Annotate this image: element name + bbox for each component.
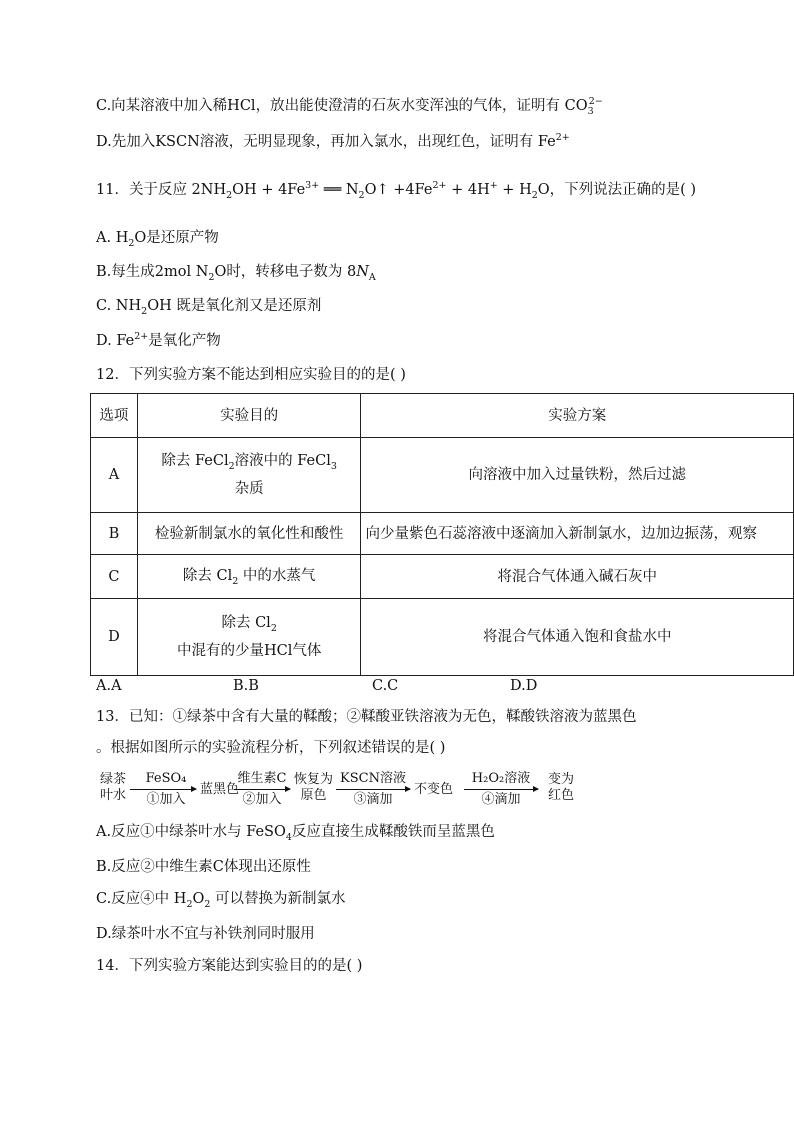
question-11-option-b: B.每生成2mol $N_2O$时，转移电子数为 $8N_A$ <box>96 264 376 283</box>
question-12-option-d: D.D <box>510 678 538 694</box>
question-11-stem: 11．关于反应 $2NH_2OH + 4Fe^{3+}$ ══ $N_2O↑ +4Fe^{2+} + 4H^+ + H_2O$，下列说法正确的是( ) <box>96 180 697 201</box>
question-13-stem-line1: 13．已知：①绿茶中含有大量的鞣酸；②鞣酸亚铁溶液为无色，鞣酸铁溶液为蓝黑色 <box>96 709 637 725</box>
experiment-flow-diagram <box>96 770 576 810</box>
row-option: B <box>91 513 138 555</box>
flow-arrow-2 <box>234 789 290 790</box>
header-plan: 实验方案 <box>361 394 794 438</box>
table-row <box>91 555 794 599</box>
table-row <box>91 438 794 513</box>
table-row <box>91 599 794 676</box>
flow-arrow-3 <box>336 789 410 790</box>
row-plan: 向少量紫色石蕊溶液中逐滴加入新制氯水，边加边振荡，观察 <box>361 513 794 555</box>
question-13-option-b: B.反应②中维生素C体现出还原性 <box>96 859 311 875</box>
flow-result-2: 恢复为 原色 <box>294 772 334 803</box>
flow-result-3: 不变色 <box>414 782 454 797</box>
question-13-option-d: D.绿茶叶水不宜与补铁剂同时服用 <box>96 926 315 942</box>
flow-step2-action: ②加入 <box>242 792 282 807</box>
flow-step2-reagent: 维生素C <box>237 771 287 786</box>
question-13-stem-line2: 。根据如图所示的实验流程分析，下列叙述错误的是( ) <box>96 740 446 756</box>
option-c-carbonate: C.向某溶液中加入稀HCl，放出能使澄清的石灰水变浑浊的气体，证明有 $CO_3^{2-}$ <box>96 96 603 117</box>
question-11-option-c: C. $NH_2OH$ 既是氧化剂又是还原剂 <box>96 298 322 317</box>
question-11-option-d: D. $Fe^{2+}$是氧化产物 <box>96 331 221 349</box>
option-d-iron: D.先加入KSCN溶液，无明显现象，再加入氯水，出现红色，证明有 $Fe^{2+}$ <box>96 132 570 150</box>
flow-step4-action: ④滴加 <box>481 792 521 807</box>
experiment-table <box>90 393 794 676</box>
table-header-row <box>91 394 794 438</box>
flow-step4-reagent: H₂O₂溶液 <box>471 771 531 786</box>
flow-result-1: 蓝黑色 <box>200 782 240 797</box>
row-goal: 检验新制氯水的氧化性和酸性 <box>137 513 361 555</box>
flow-start-label: 绿茶 叶水 <box>100 772 127 803</box>
row-option: D <box>91 599 138 676</box>
question-12-option-c: C.C <box>372 678 399 694</box>
row-goal: 除去 $Cl_2$ 中的水蒸气 <box>137 555 361 599</box>
row-goal: 除去 $Cl_2$ 中混有的少量HCl气体 <box>137 599 361 676</box>
flow-step1-action: ①加入 <box>146 792 186 807</box>
flow-arrow-1 <box>130 789 196 790</box>
question-13-option-c: C.反应④中 $H_2O_2$ 可以替换为新制氯水 <box>96 891 346 910</box>
header-option: 选项 <box>91 394 138 438</box>
question-11-option-a: A. $H_2O$是还原产物 <box>96 230 219 249</box>
flow-result-4: 变为 红色 <box>548 772 575 803</box>
row-plan: 将混合气体通入碱石灰中 <box>361 555 794 599</box>
flow-step1-reagent: FeSO₄ <box>145 771 187 786</box>
question-14-stem: 14．下列实验方案能达到实验目的的是( ) <box>96 958 363 974</box>
row-plan: 向溶液中加入过量铁粉，然后过滤 <box>361 438 794 513</box>
question-12-option-b: B.B <box>233 678 259 694</box>
table-row <box>91 513 794 555</box>
header-goal: 实验目的 <box>137 394 361 438</box>
row-option: A <box>91 438 138 513</box>
row-plan: 将混合气体通入饱和食盐水中 <box>361 599 794 676</box>
row-goal: 除去 FeCl$_2$溶液中的 FeCl$_3$ 杂质 <box>137 438 361 513</box>
flow-step3-action: ③滴加 <box>353 792 393 807</box>
flow-step3-reagent: KSCN溶液 <box>340 771 406 786</box>
flow-arrow-4 <box>464 789 538 790</box>
question-13-option-a: A.反应①中绿茶叶水与 FeSO$_4$反应直接生成鞣酸铁而呈蓝黑色 <box>96 824 495 843</box>
question-12-stem: 12．下列实验方案不能达到相应实验目的的是( ) <box>96 367 406 383</box>
question-12-option-a: A.A <box>96 678 122 694</box>
row-option: C <box>91 555 138 599</box>
